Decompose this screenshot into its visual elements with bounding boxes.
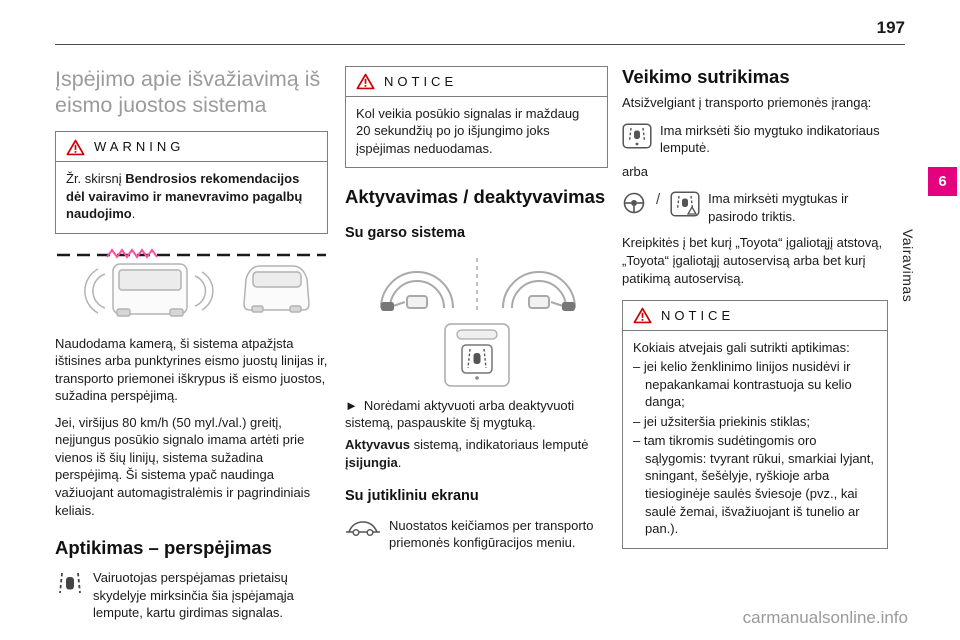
touch-screen-text: Nuostatos keičiamos per transporto priemonės konfigūracijos meniu. bbox=[389, 517, 594, 551]
activation-instruction-text: Norėdami aktyvuoti arba deaktyvuoti sistemą, paspauskite šį mygtuką. bbox=[345, 397, 575, 431]
touch-screen-row bbox=[345, 517, 608, 552]
malfunction-row-1 bbox=[622, 122, 888, 157]
notice-item: – jei kelio ženklinimo linijos nusidėvi ir nepakankamai kontrastuoja su kelio danga; bbox=[633, 359, 852, 410]
steering-wheel-variants-figure bbox=[345, 256, 608, 314]
activation-result-mid: sistemą, indikatoriaus lemputė bbox=[410, 437, 589, 453]
lane-button-alert-icon bbox=[670, 191, 700, 217]
warning-box-header bbox=[56, 132, 327, 162]
slash-separator: / bbox=[656, 191, 661, 209]
detection-lamp-text: Vairuotojas perspėjamas prietaisų skydelyje mirksinčia šia įspėjamąja lempute, kartu girdimas signalas. bbox=[93, 570, 294, 621]
column-right bbox=[622, 66, 888, 549]
notice-item: – tam tikromis sudėtingomis oro sąlygomis: tvyrant rūkui, smarkiai lyjant, sningant, šešėlyje, ryškioje arba tiesioginėje saulės šviesoje (pvz., kai saulė žemai, išvažiuojant iš tunelio ar pan.). bbox=[633, 433, 875, 537]
subheading-touch-screen: Su jutikliniu ekranu bbox=[345, 488, 479, 505]
vehicle-side-icon bbox=[345, 518, 381, 538]
notice-item: – jei užsiteršia priekinis stiklas; bbox=[633, 413, 811, 429]
chapter-tab: 6 bbox=[928, 167, 957, 196]
column-middle bbox=[345, 66, 608, 552]
warning-text-suffix: . bbox=[131, 206, 136, 222]
page-title: Įspėjimo apie išvažiavimą iš eismo juostos sistema bbox=[55, 67, 321, 118]
warning-box bbox=[55, 131, 328, 233]
header-rule bbox=[55, 44, 905, 45]
notice-label: NOTICE bbox=[384, 74, 458, 89]
notice-detection-body bbox=[623, 331, 887, 548]
activation-result-bold2: įsijungia bbox=[345, 454, 398, 470]
activation-result-bold1: Aktyvavus bbox=[345, 437, 411, 453]
paragraph-detection-1: Naudodama kamerą, ši sistema atpažįsta ištisines arba punktyrines eismo juostų linijas ir, transporto priemonei iškrypus iš eismo juostos, sužadina perspėjimą. bbox=[55, 335, 328, 404]
notice-detection-intro: Kokiais atvejais gali sutrikti aptikimas: bbox=[633, 339, 850, 355]
warning-triangle-icon bbox=[66, 139, 85, 156]
notice-signal-text: Kol veikia posūkio signalas ir maždaug 20 sekundžių po jo išjungimo joks įspėjimas neduodamas. bbox=[356, 105, 580, 156]
page-number: 197 bbox=[876, 18, 905, 37]
notice-box-detection bbox=[622, 300, 888, 549]
activation-instruction bbox=[345, 397, 608, 432]
notice-label-2: NOTICE bbox=[661, 308, 735, 324]
or-text: arba bbox=[622, 163, 649, 179]
notice-triangle-icon bbox=[356, 73, 375, 90]
column-left bbox=[55, 66, 328, 622]
warning-text-bold: Bendrosios rekomendacijos dėl vairavimo ir manevravimo pagalbų naudojimo bbox=[66, 170, 303, 222]
chapter-name-vertical: Vairavimas bbox=[900, 229, 916, 303]
warning-text bbox=[56, 162, 327, 233]
contact-dealer-text: Kreipkitės į bet kurį „Toyota“ įgaliotąjį atstovą, „Toyota“ įgaliotąjį autoservisą arba bet kurį patikimą autoservisą. bbox=[622, 235, 883, 286]
activation-result bbox=[345, 436, 608, 471]
watermark: carmanualsonline.info bbox=[742, 608, 908, 627]
notice-box-detection-header bbox=[623, 301, 887, 331]
warning-text-prefix: Žr. skirsnį bbox=[66, 170, 126, 186]
heading-malfunction: Veikimo sutrikimas bbox=[622, 66, 790, 87]
paragraph-detection-2: Jei, viršijus 80 km/h (50 myl./val.) greitį, neįjungus posūkio signalo imama artėti prie vienos iš šių linijų, sistema sužadina perspėjimą. Ši sistema ypač naudinga važiuojant automagistralėmis ir pagrindiniais keliais. bbox=[55, 414, 311, 518]
malfunction-row-2 bbox=[622, 190, 888, 225]
lane-departure-lamp-icon bbox=[55, 570, 85, 596]
notice-detection-list bbox=[633, 358, 877, 537]
subheading-audio-system: Su garso sistema bbox=[345, 225, 466, 242]
notice-triangle-icon-2 bbox=[633, 307, 652, 324]
notice-box-signal bbox=[345, 66, 608, 168]
lane-button-icon bbox=[622, 123, 652, 149]
malfunction-intro: Atsižvelgiant į transporto priemonės įrangą: bbox=[622, 95, 872, 111]
detection-lamp-row bbox=[55, 569, 328, 622]
steering-wheel-icon bbox=[622, 191, 646, 215]
triangle-bullet-icon: ► bbox=[345, 397, 358, 413]
control-button-panel-figure bbox=[345, 322, 608, 388]
heading-detection-warning: Aptikimas – perspėjimas bbox=[55, 537, 272, 559]
warning-label: WARNING bbox=[94, 139, 185, 155]
notice-box-signal-header bbox=[346, 67, 607, 97]
lane-departure-illustration bbox=[55, 246, 328, 326]
malfunction-text-1: Ima mirksėti šio mygtuko indikatoriaus lemputė. bbox=[660, 122, 880, 156]
activation-result-end: . bbox=[397, 454, 402, 470]
heading-activation: Aktyvavimas / deaktyvavimas bbox=[345, 186, 606, 208]
malfunction-text-2: Ima mirksėti mygtukas ir pasirodo triktis. bbox=[708, 191, 849, 224]
